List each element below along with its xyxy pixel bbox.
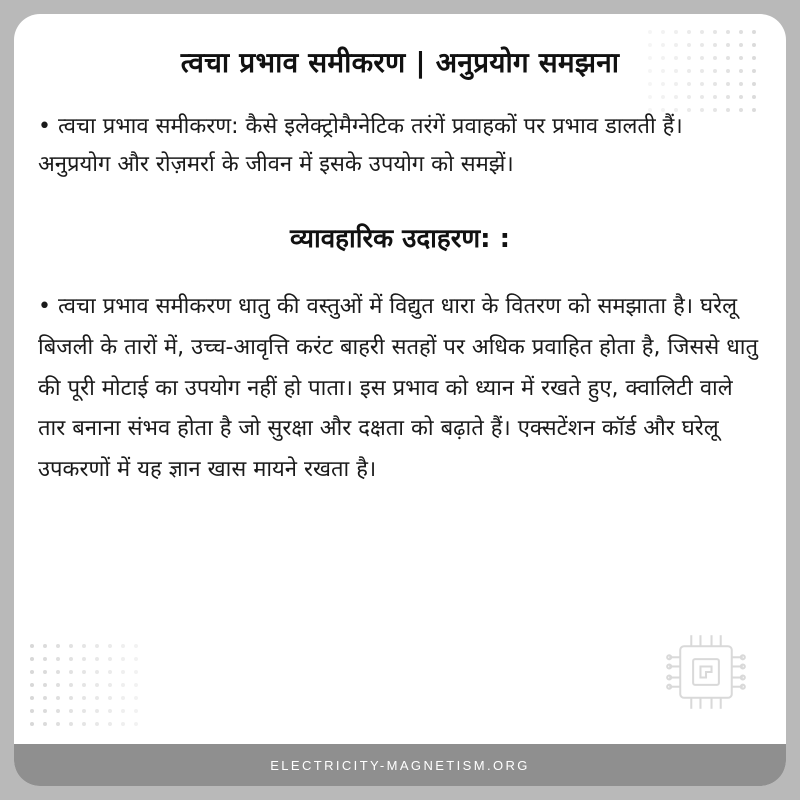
- body-paragraph: • त्वचा प्रभाव समीकरण धातु की वस्तुओं में विद्युत धारा के वितरण को समझाता है। घरेलू बिजली के तारों में, उच्च-आवृत्ति करंट बाहरी सतहों पर अधिक प्रवाहित होता है, जिससे धातु की पूरी मोटाई का उपयोग नहीं हो पाता। इस प्रभाव को ध्यान में रखते हुए, क्वालिटी वाले तार बनाना संभव होता है जो सुरक्षा और दक्षता को बढ़ाते हैं। एक्सटेंशन कॉर्ड और घरेलू उपकरणों में यह ज्ञान खास मायने रखता है।: [38, 294, 758, 482]
- decorative-dots-bottom-left: [30, 644, 150, 734]
- microchip-icon: [660, 626, 752, 718]
- section-subtitle: व्यावहारिक उदाहरण: :: [290, 223, 510, 254]
- page-title: त्वचा प्रभाव समीकरण | अनुप्रयोग समझना: [180, 46, 620, 79]
- card-content: [14, 14, 786, 491]
- intro-paragraph: • त्वचा प्रभाव समीकरण: कैसे इलेक्ट्रोमैग्नेटिक तरंगें प्रवाहकों पर प्रभाव डालती हैं। अनुप्रयोग और रोज़मर्रा के जीवन में इसके उपयोग को समझें।: [38, 113, 683, 178]
- footer-site-name: ELECTRICITY-MAGNETISM.ORG: [270, 757, 530, 773]
- footer-bar: [14, 744, 786, 786]
- content-card: [14, 14, 786, 786]
